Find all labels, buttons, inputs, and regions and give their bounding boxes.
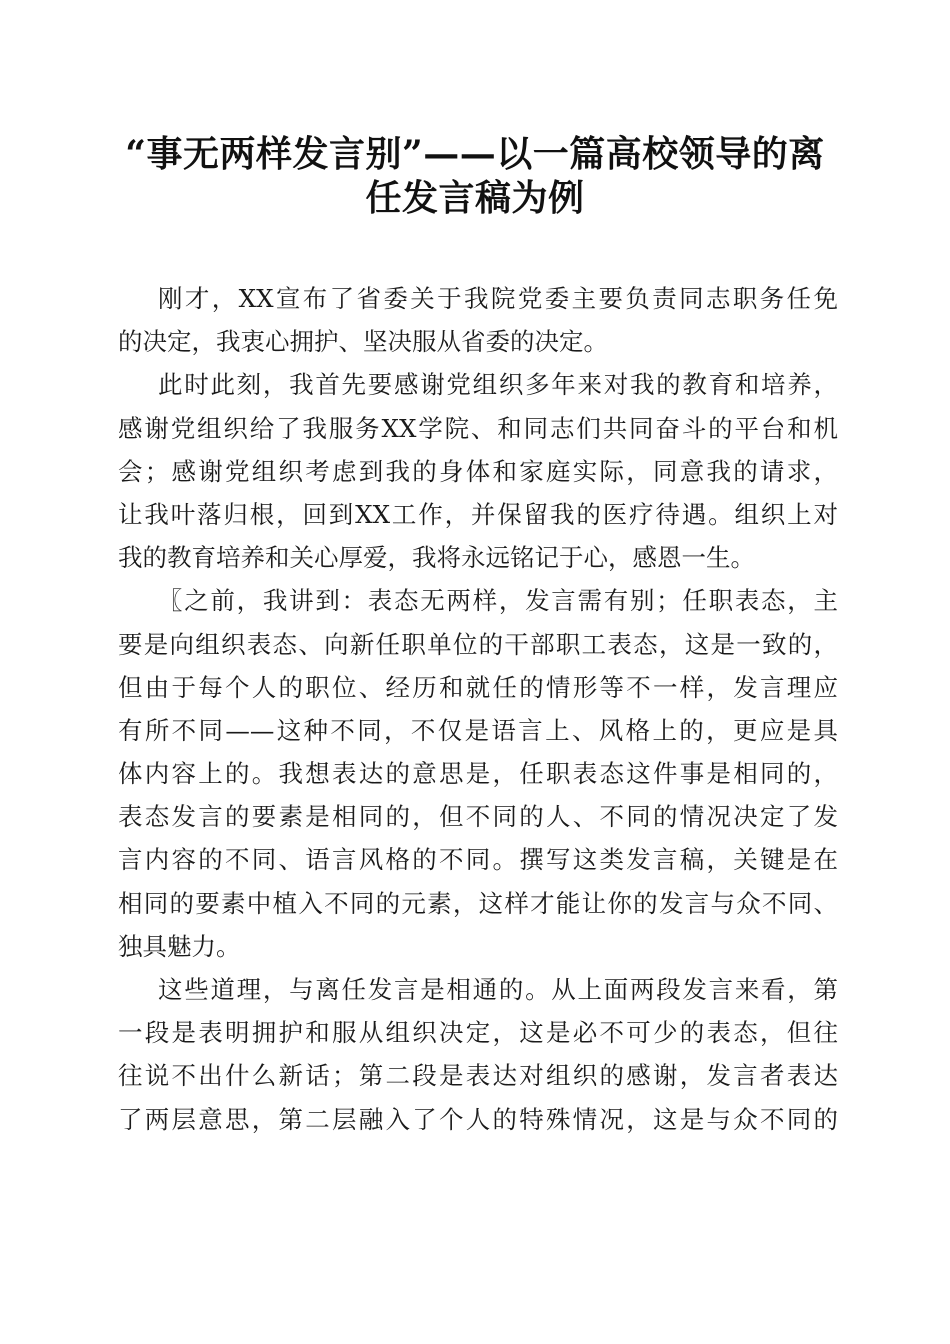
- text-line: 体内容上的。我想表达的意思是，任职表态这件事是相同的，: [118, 759, 838, 789]
- document-body: [118, 277, 838, 1141]
- text-line: 一段是表明拥护和服从组织决定，这是必不可少的表态，但往: [118, 1018, 838, 1048]
- paragraph-4: [118, 968, 838, 1141]
- document-title: [90, 132, 860, 220]
- text-line: 了两层意思，第二层融入了个人的特殊情况，这是与众不同的: [118, 1104, 838, 1134]
- text-line: 此时此刻，我首先要感谢党组织多年来对我的教育和培养，: [158, 370, 838, 400]
- text-line: 刚才，XX宣布了省委关于我院党委主要负责同志职务任免: [158, 284, 838, 313]
- paragraph-1: [118, 277, 838, 363]
- text-line: 的决定，我衷心拥护、坚决服从省委的决定。: [118, 327, 608, 357]
- text-line: 有所不同——这种不同，不仅是语言上、风格上的，更应是具: [118, 715, 838, 745]
- text-line: 让我叶落归根，回到XX工作，并保留我的医疗待遇。组织上对: [118, 499, 838, 529]
- text-line: 感谢党组织给了我服务XX学院、和同志们共同奋斗的平台和机: [118, 413, 838, 443]
- text-line: 我的教育培养和关心厚爱，我将永远铭记于心，感恩一生。: [118, 543, 755, 573]
- text-line: 要是向组织表态、向新任职单位的干部职工表态，这是一致的，: [118, 629, 838, 659]
- paragraph-3: [118, 579, 838, 968]
- text-line: 但由于每个人的职位、经历和就任的情形等不一样，发言理应: [118, 672, 838, 702]
- text-line: 会；感谢党组织考虑到我的身体和家庭实际，同意我的请求，: [118, 456, 838, 486]
- text-line: 这些道理，与离任发言是相通的。从上面两段发言来看，第: [158, 975, 838, 1004]
- title-line-1: “事无两样发言别”——以一篇高校领导的离: [125, 133, 825, 175]
- paragraph-2: [118, 363, 838, 579]
- text-line: 表态发言的要素是相同的，但不同的人、不同的情况决定了发: [118, 802, 838, 832]
- text-line: 相同的要素中植入不同的元素，这样才能让你的发言与众不同、: [118, 888, 838, 918]
- text-line: 独具魅力。: [118, 931, 241, 961]
- text-line: 〖之前，我讲到：表态无两样，发言需有别；任职表态，主: [158, 586, 838, 616]
- title-line-2: 任发言稿为例: [365, 177, 585, 219]
- text-line: 往说不出什么新话；第二段是表达对组织的感谢，发言者表达: [118, 1061, 838, 1091]
- text-line: 言内容的不同、语言风格的不同。撰写这类发言稿，关键是在: [118, 845, 838, 875]
